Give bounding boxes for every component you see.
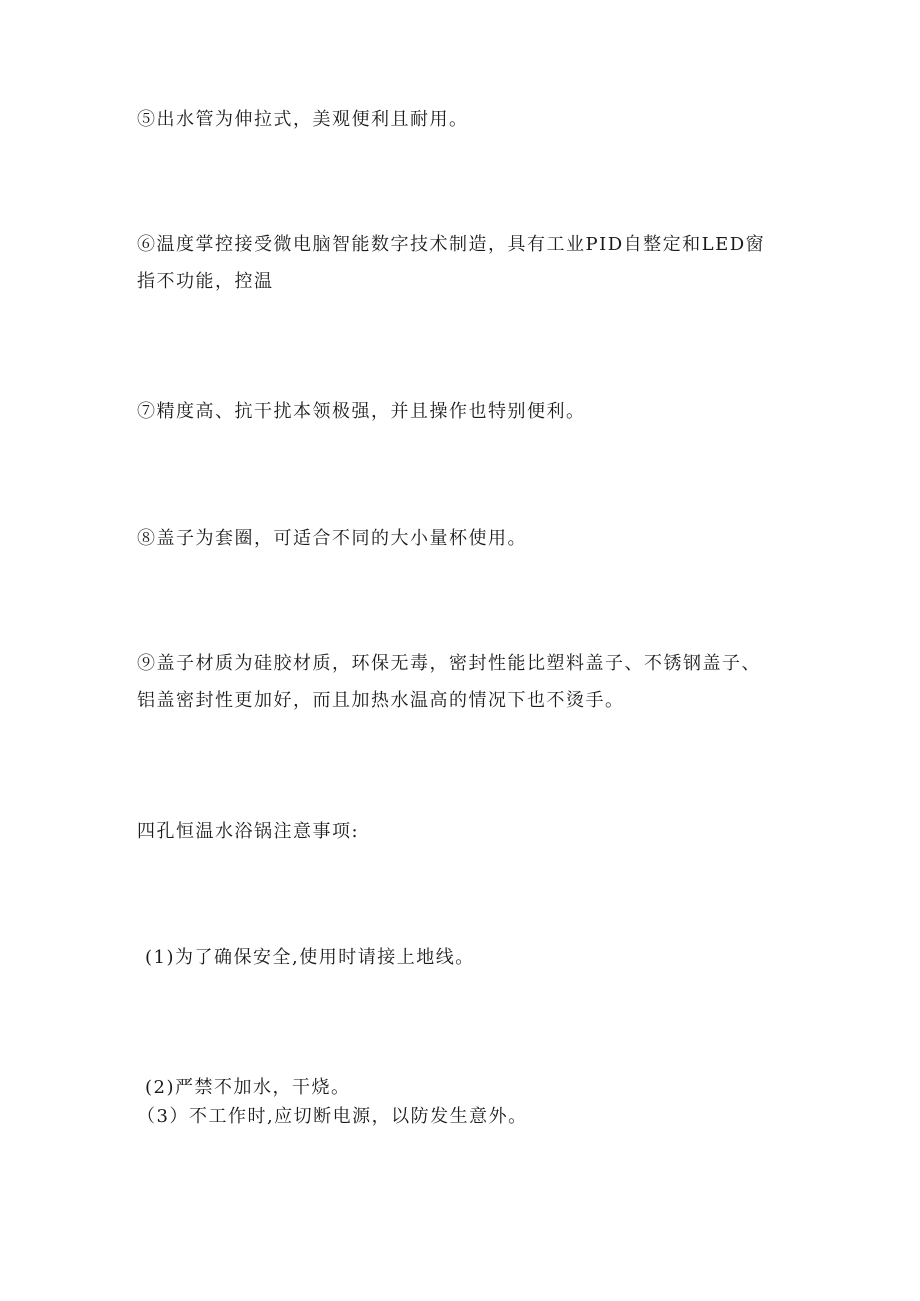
- paragraph-item-6-line-2: 指不功能，控温: [137, 271, 274, 292]
- paragraph-item-6-line-1: ⑥温度掌控接受微电脑智能数字技术制造，具有工业PID自整定和LED窗: [137, 234, 766, 255]
- paragraph-item-9-line-1: ⑨盖子材质为硅胶材质，环保无毒，密封性能比塑料盖子、不锈钢盖子、: [137, 653, 761, 674]
- precaution-item-2: (2)严禁不加水，干烧。: [145, 1077, 351, 1098]
- section-heading: 四孔恒温水浴锅注意事项:: [137, 821, 360, 842]
- paragraph-item-9-line-2: 铝盖密封性更加好，而且加热水温高的情况下也不烫手。: [137, 690, 625, 711]
- paragraph-item-5: ⑤出水管为伸拉式，美观便利且耐用。: [137, 109, 469, 130]
- paragraph-item-7: ⑦精度高、抗干扰本领极强，并且操作也特别便利。: [137, 401, 586, 422]
- paragraph-item-8: ⑧盖子为套圈，可适合不同的大小量杯使用。: [137, 528, 527, 549]
- precaution-item-1: (1)为了确保安全,使用时请接上地线。: [145, 947, 475, 968]
- precaution-item-3: （3）不工作时,应切断电源，以防发生意外。: [137, 1106, 528, 1127]
